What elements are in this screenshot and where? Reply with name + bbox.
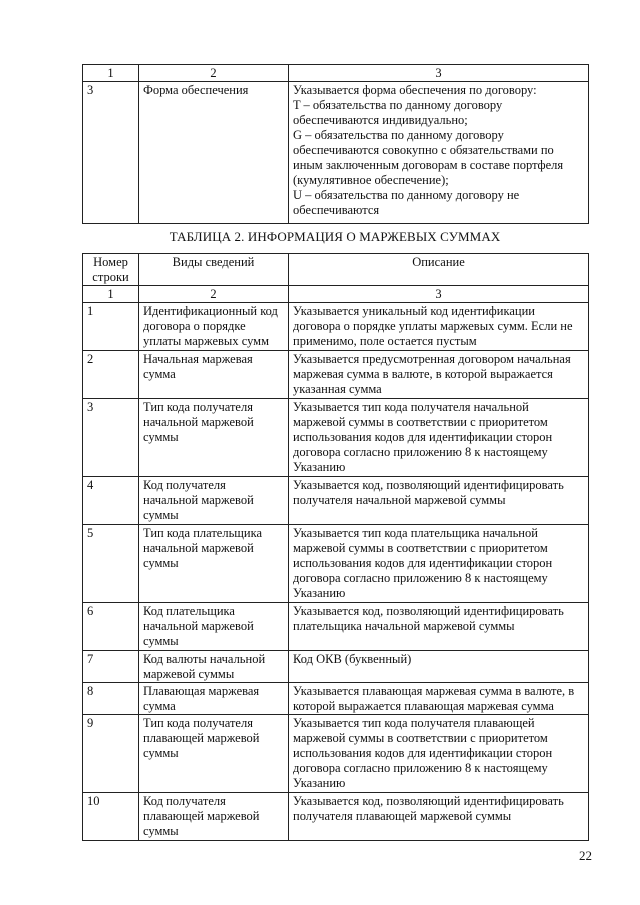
row-description: Указывается тип кода плательщика начальной маржевой суммы в соответствии с приоритетом использования кодов для идентификации сторон договора согласно приложению 8 к настоящему Указанию [289, 525, 589, 603]
row-number: 2 [83, 351, 139, 399]
row-number: 5 [83, 525, 139, 603]
desc-line: U – обязательства по данному договору не [293, 188, 520, 202]
col-number: 3 [289, 65, 589, 82]
table-row [83, 525, 589, 603]
table-row [83, 603, 589, 651]
desc-line: обеспечиваются совокупно с обязательствами по [293, 143, 554, 157]
table-row [83, 303, 589, 351]
row-name: Начальная маржевая сумма [139, 351, 289, 399]
table-row [83, 399, 589, 477]
row-name: Код плательщика начальной маржевой суммы [139, 603, 289, 651]
row-name: Форма обеспечения [139, 82, 289, 224]
desc-line: обеспечиваются индивидуально; [293, 113, 468, 127]
row-number: 7 [83, 651, 139, 683]
row-number: 1 [83, 303, 139, 351]
table-row [83, 477, 589, 525]
table-continued [82, 64, 589, 224]
row-description: Указывается код, позволяющий идентифицировать получателя начальной маржевой суммы [289, 477, 589, 525]
row-description: Указывается код, позволяющий идентифицировать плательщика начальной маржевой суммы [289, 603, 589, 651]
row-name: Код получателя начальной маржевой суммы [139, 477, 289, 525]
row-description: Указывается уникальный код идентификации договора о порядке уплаты маржевых сумм. Если не применимо, поле остается пустым [289, 303, 589, 351]
desc-line: обеспечиваются [293, 203, 380, 217]
table-row [83, 351, 589, 399]
row-name: Тип кода получателя плавающей маржевой суммы [139, 715, 289, 793]
row-name: Код получателя плавающей маржевой суммы [139, 793, 289, 841]
row-number: 4 [83, 477, 139, 525]
col-number: 1 [83, 65, 139, 82]
table-row [83, 82, 589, 224]
table-row [83, 651, 589, 683]
row-name: Плавающая маржевая сумма [139, 683, 289, 715]
desc-line: иным заключенным договорам в составе портфеля [293, 158, 564, 172]
table-title: ТАБЛИЦА 2. ИНФОРМАЦИЯ О МАРЖЕВЫХ СУММАХ [169, 229, 501, 244]
row-description: Указывается тип кода получателя плавающей маржевой суммы в соответствии с приоритетом использования кодов для идентификации сторон договора согласно приложению 8 к настоящему Указанию [289, 715, 589, 793]
desc-line: T – обязательства по данному договору [293, 98, 503, 112]
column-number-row [83, 65, 589, 82]
desc-line: G – обязательства по данному договору [293, 128, 504, 142]
row-number: 6 [83, 603, 139, 651]
row-description: Указывается код, позволяющий идентифицировать получателя плавающей маржевой суммы [289, 793, 589, 841]
row-number: 3 [83, 82, 139, 224]
desc-line: Указывается форма обеспечения по договору: [293, 83, 537, 97]
header-cell: Номер строки [83, 254, 139, 286]
col-number: 1 [83, 286, 139, 303]
row-number: 9 [83, 715, 139, 793]
desc-line: (кумулятивное обеспечение); [293, 173, 449, 187]
row-name: Идентификационный код договора о порядке уплаты маржевых сумм [139, 303, 289, 351]
row-description: Указывается предусмотренная договором начальная маржевая сумма в валюте, в которой выражается указанная сумма [289, 351, 589, 399]
row-number: 8 [83, 683, 139, 715]
header-cell: Виды сведений [139, 254, 289, 286]
row-description: Код ОКВ (буквенный) [289, 651, 589, 683]
header-row [83, 254, 589, 286]
row-number: 10 [83, 793, 139, 841]
page-number: 22 [579, 848, 592, 863]
row-number: 3 [83, 399, 139, 477]
table-body [83, 303, 589, 841]
row-name: Тип кода плательщика начальной маржевой суммы [139, 525, 289, 603]
row-name: Тип кода получателя начальной маржевой суммы [139, 399, 289, 477]
col-number: 2 [139, 286, 289, 303]
row-description: Указывается плавающая маржевая сумма в валюте, в которой выражается плавающая маржевая сумма [289, 683, 589, 715]
table-row [83, 793, 589, 841]
row-description [289, 82, 589, 224]
column-number-row [83, 286, 589, 303]
table-row [83, 715, 589, 793]
row-name: Код валюты начальной маржевой суммы [139, 651, 289, 683]
margin-info-table [82, 253, 589, 841]
row-description: Указывается тип кода получателя начальной маржевой суммы в соответствии с приоритетом использования кодов для идентификации сторон договора согласно приложению 8 к настоящему Указанию [289, 399, 589, 477]
col-number: 2 [139, 65, 289, 82]
header-cell: Описание [289, 254, 589, 286]
col-number: 3 [289, 286, 589, 303]
table-row [83, 683, 589, 715]
